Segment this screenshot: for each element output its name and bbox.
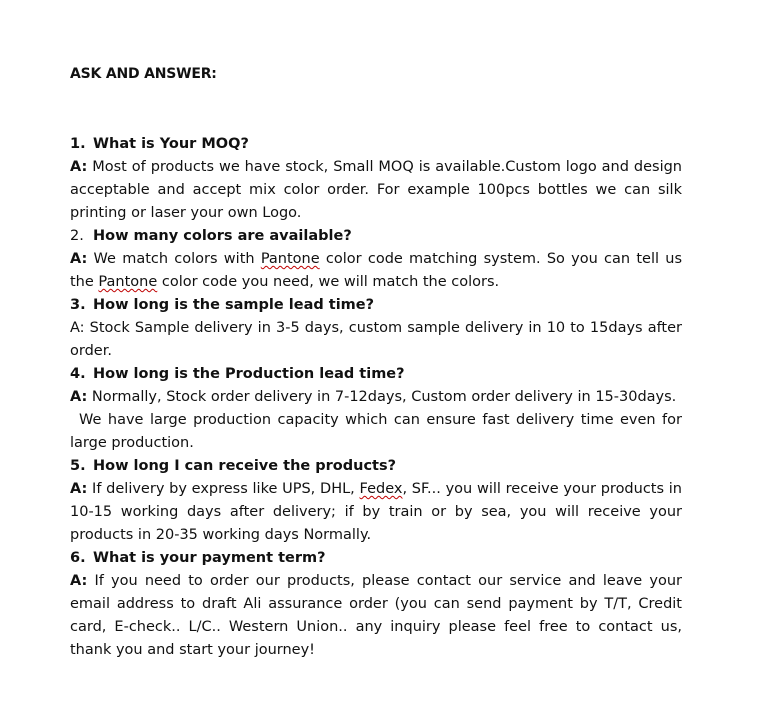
question-5: 5. How long I can receive the products? (70, 458, 397, 474)
answer-4: A: Normally, Stock order delivery in 7-12days, Custom order delivery in 15-30days. (70, 389, 677, 405)
answer-5: A: If delivery by express like UPS, DHL, Fedex, SF... you will receive your products in 10-15 working days after delivery; if by train or by sea, you will receive your products in 20-35 working days Normally. (70, 481, 683, 543)
answer-2: A: We match colors with Pantone color code matching system. So you can tell us the Pantone color code you need, we will match the colors. (70, 251, 683, 290)
question-4: 4. How long is the Production lead time? (70, 366, 405, 382)
spellcheck-word: Pantone (260, 251, 320, 267)
answer-4-extra: We have large production capacity which can ensure fast delivery time even for large production. (70, 412, 682, 451)
page-title: ASK AND ANSWER: (70, 66, 217, 82)
answer-1: A: Most of products we have stock, Small MOQ is available.Custom logo and design acceptable and accept mix color order. For example 100pcs bottles we can silk printing or laser your own Logo. (70, 159, 682, 221)
question-3: 3. How long is the sample lead time? (70, 297, 375, 313)
faq-list (70, 133, 682, 662)
answer-6: A: If you need to order our products, please contact our service and leave your email address to draft Ali assurance order (you can send payment by T/T, Credit card, E-check.. L/C.. Western Union.. any inquiry please feel free to contact us, thank you and start your journey! (70, 573, 682, 658)
question-1: 1. What is Your MOQ? (70, 136, 249, 152)
spellcheck-word: Fedex (359, 481, 403, 497)
question-6: 6. What is your payment term? (70, 550, 326, 566)
spellcheck-word: Pantone (98, 274, 158, 290)
answer-3: A: Stock Sample delivery in 3-5 days, custom sample delivery in 10 to 15days after order. (70, 320, 682, 359)
question-2: 2. How many colors are available? (70, 228, 352, 244)
